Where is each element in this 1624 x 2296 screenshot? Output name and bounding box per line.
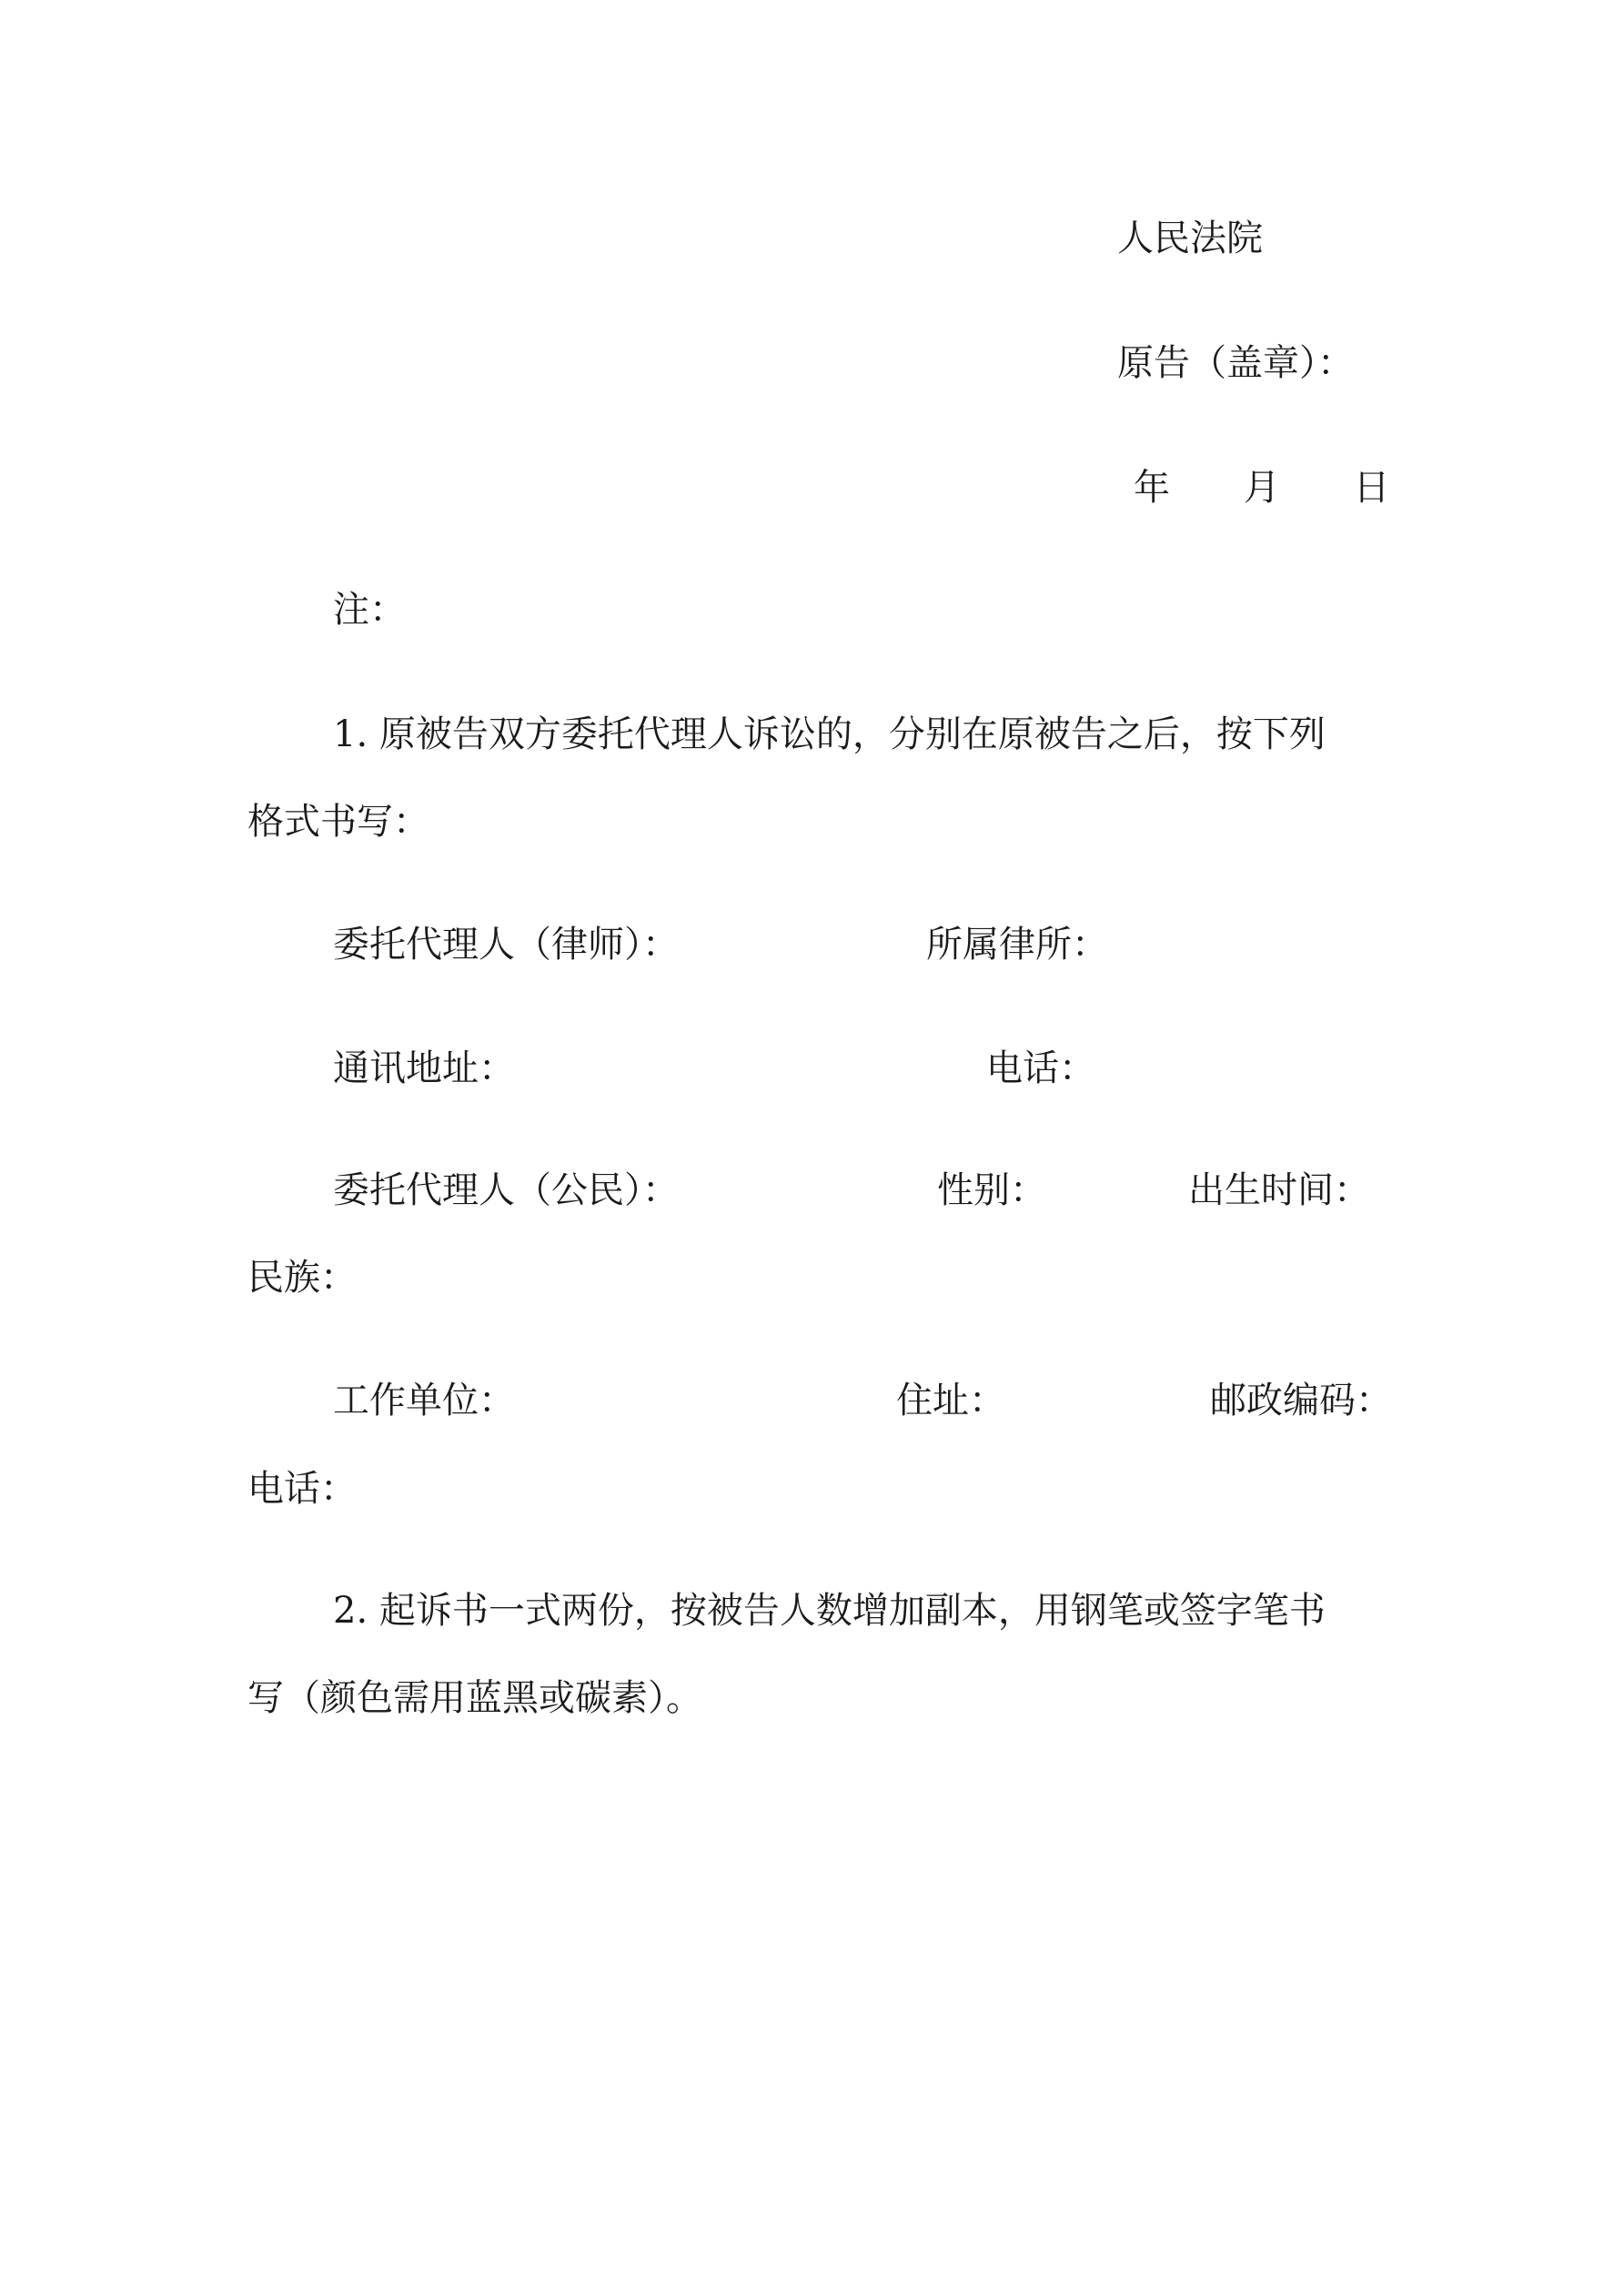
residence-label: 住址： bbox=[896, 1380, 1005, 1421]
agent-lawyer-label: 委托代理人（律师）： bbox=[333, 924, 679, 966]
plaintiff-seal-label: 原告（盖章）： bbox=[1117, 342, 1354, 384]
postcode-label: 邮政编码： bbox=[1210, 1380, 1392, 1421]
ethnicity-label: 民族： bbox=[247, 1257, 357, 1299]
agent-citizen-label: 委托代理人（公民）： bbox=[333, 1169, 679, 1211]
date-month: 月 bbox=[1243, 467, 1280, 509]
court-name: 人民法院 bbox=[1117, 217, 1263, 259]
phone-label-1: 电话： bbox=[986, 1047, 1095, 1089]
date-day: 日 bbox=[1353, 467, 1390, 509]
law-firm-label: 所属律所： bbox=[926, 924, 1108, 966]
note-2-line-2: 写（颜色需用蓝黑或碳素）。 bbox=[247, 1677, 702, 1719]
note-1-line-2: 格式书写： bbox=[247, 801, 429, 843]
notes-title: 注： bbox=[333, 589, 406, 631]
note-2-line-1: 2. 起诉书一式两份，按被告人数增加副本，用钢笔或签字笔书 bbox=[333, 1590, 1326, 1632]
note-1-line-1: 1. 原被告双方委托代理人诉讼的，分别在原被告之后，按下列 bbox=[333, 713, 1326, 755]
phone-label-2: 电话： bbox=[247, 1468, 357, 1510]
address-label: 通讯地址： bbox=[333, 1047, 515, 1089]
birth-label: 出生时间： bbox=[1188, 1169, 1370, 1211]
date-year: 年 bbox=[1134, 467, 1170, 509]
date-line bbox=[1134, 466, 1389, 510]
work-unit-label: 工作单位： bbox=[333, 1380, 515, 1421]
gender-label: 性别： bbox=[937, 1169, 1046, 1211]
